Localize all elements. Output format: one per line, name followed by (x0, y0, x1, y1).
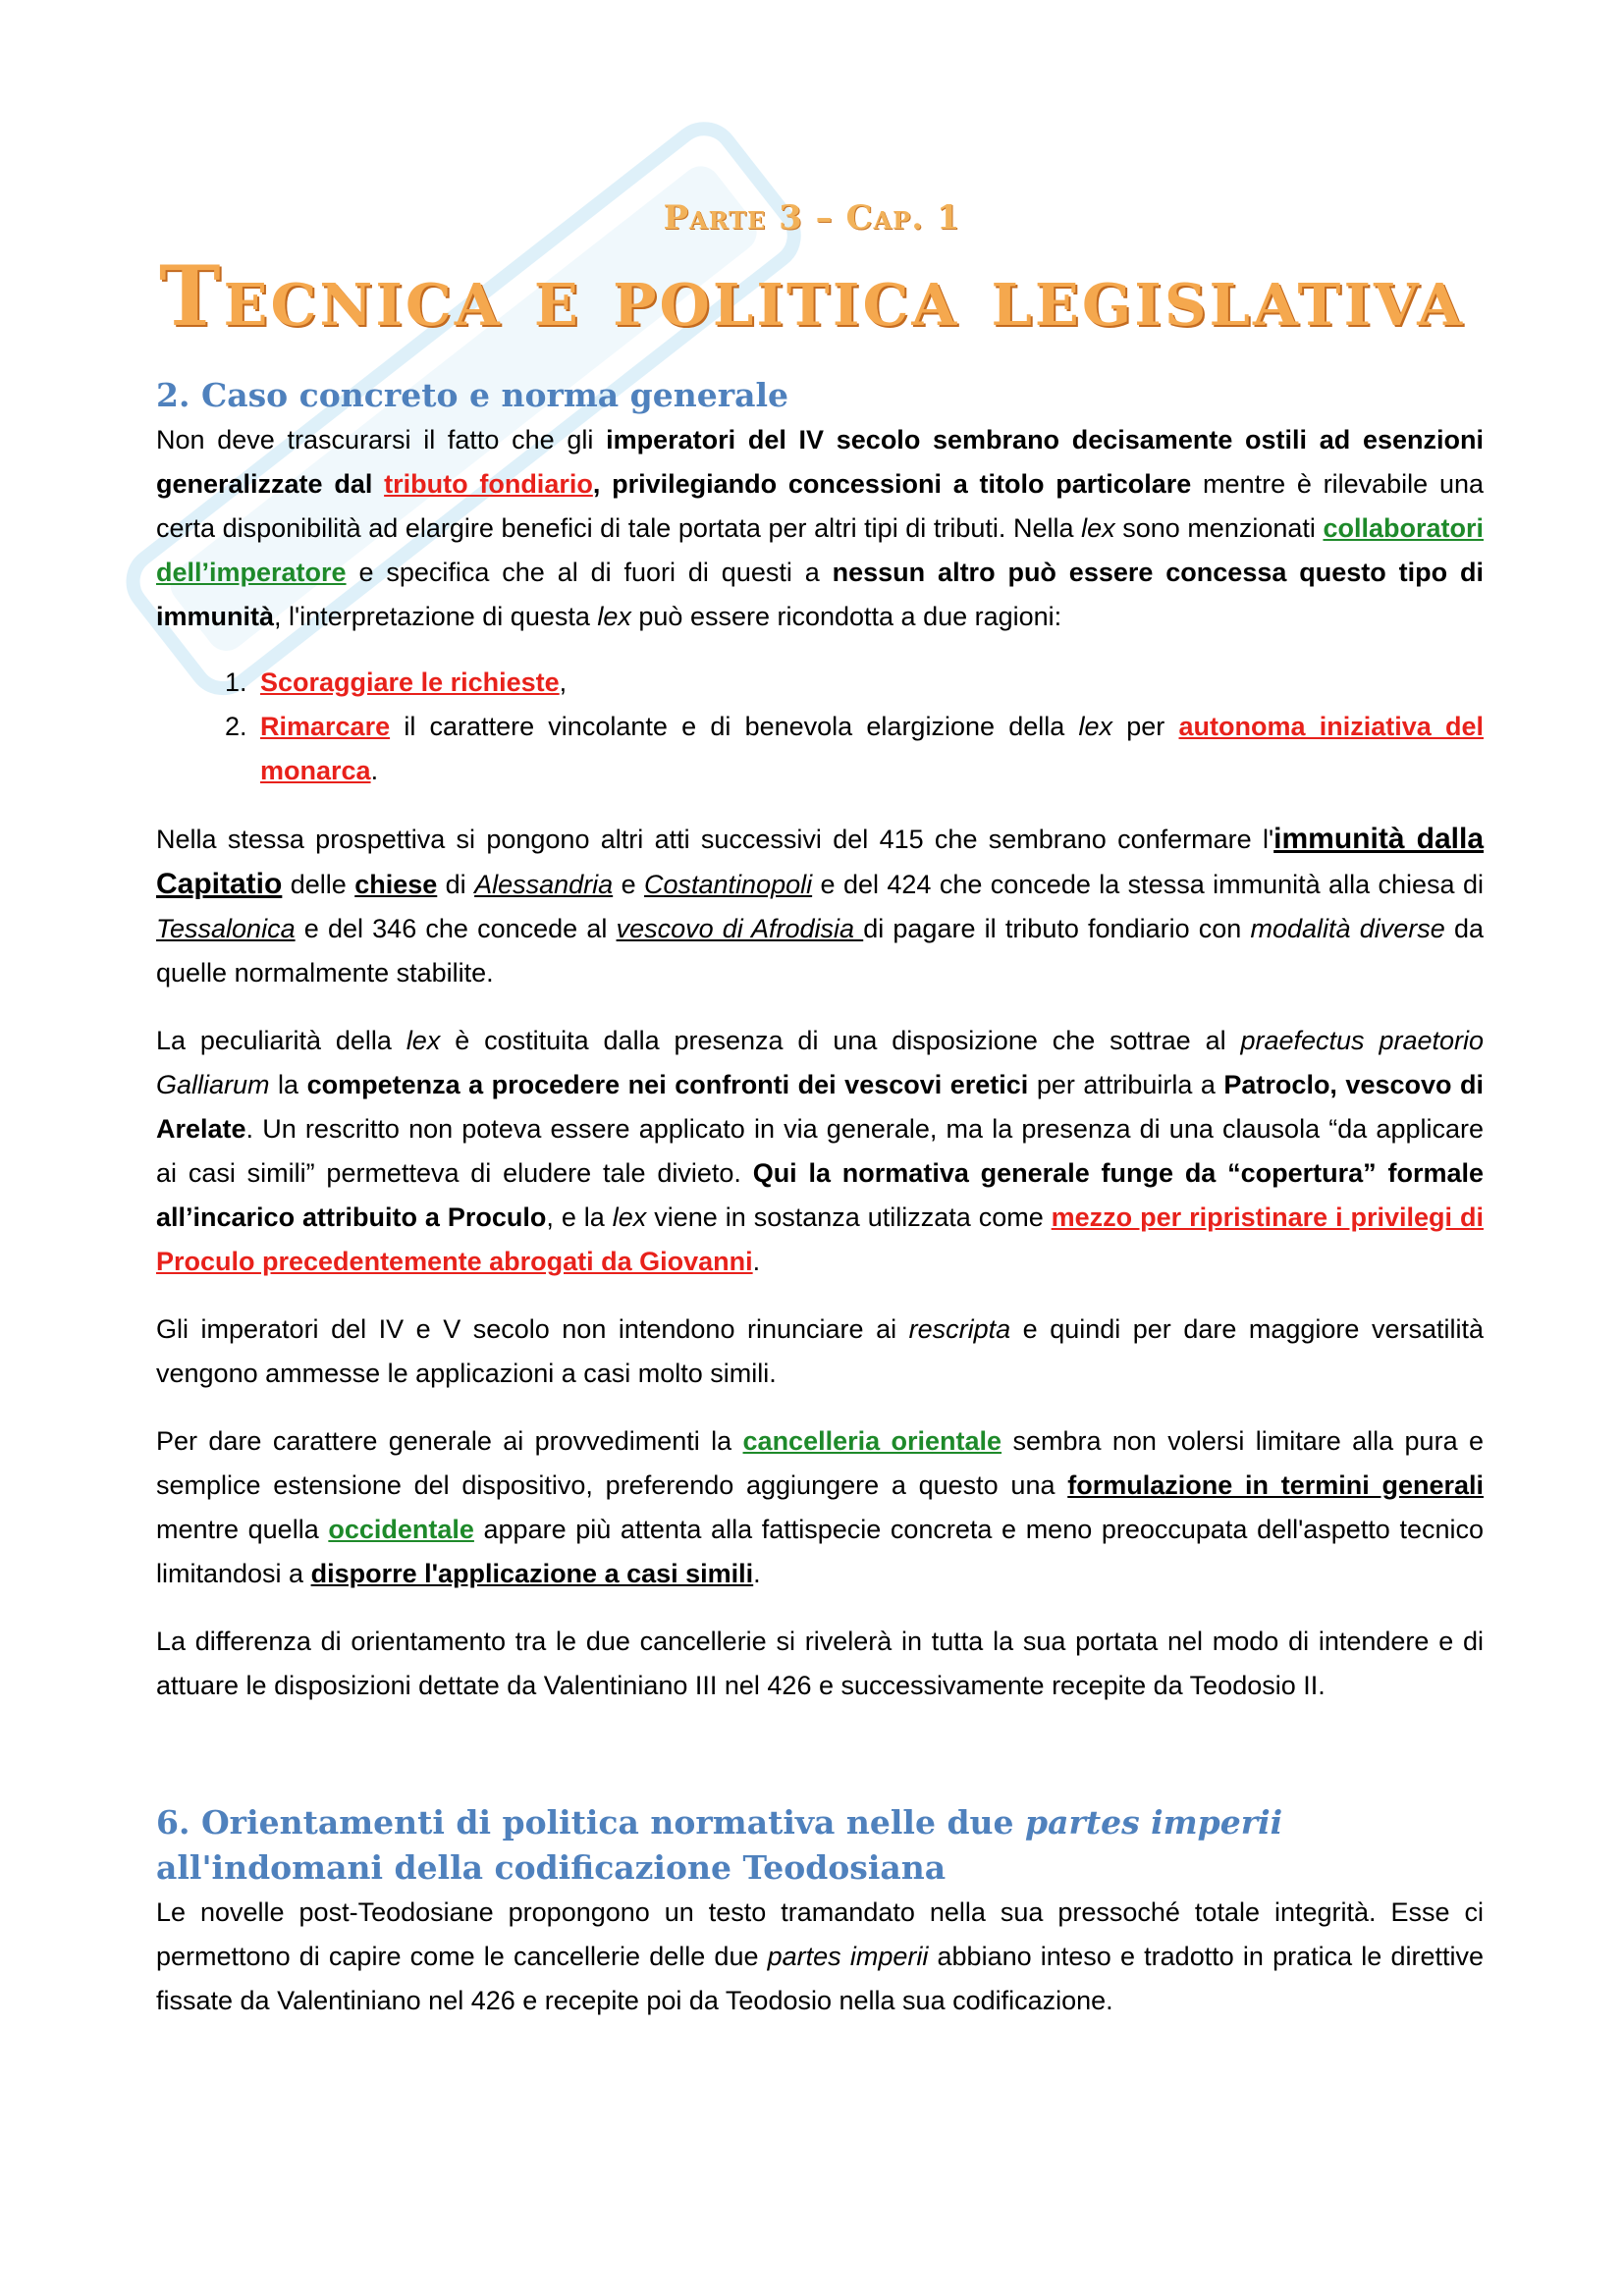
paragraph-3: La peculiarità della lex è costituita dalla presenza di una disposizione che sottrae al praefectus praetorio Galliarum la competenza a procedere nei confronti dei vescovi eretici per attribuirla a Patroclo, vescovo di Arelate. Un rescritto non poteva essere applicato in via generale, ma la presenza di una clausola “da applicare ai casi simili” permetteva di eludere tale divieto. Qui la normativa generale funge da “copertura” formale all’incarico attribuito a Proculo, e la lex viene in sostanza utilizzata come mezzo per ripristinare i privilegi di Proculo precedentemente abrogati da Giovanni. (156, 1026, 1485, 1276)
paragraph-2: Nella stessa prospettiva si pongono altri atti successivi del 415 che sembrano confermare l'immunità dalla Capitatio delle chiese di Alessandria e Costantinopoli e del 424 che concede la stessa immunità alla chiesa di Tessalonica e del 346 che concede al vescovo di Afrodisia di pagare il tributo fondiario con modalità diverse da quelle normalmente stabilite. (156, 823, 1485, 988)
reasons-list (156, 661, 1484, 793)
paragraph-1: Non deve trascurarsi il fatto che gli imperatori del IV secolo sembrano decisamente ostili ad esenzioni generalizzate dal tributo fondiario, privilegiando concessioni a titolo particolare mentre è rilevabile una certa disponibilità ad elargire benefici di tale portata per altri tipi di tributi. Nella lex sono menzionati collaboratori dell’imperatore e specifica che al di fuori di questi a nessun altro può essere concessa questo tipo di immunità, l'interpretazione di questa lex può essere ricondotta a due ragioni: (156, 425, 1484, 631)
page-title: Tecnica e politica legislativa (158, 247, 1466, 345)
paragraph-5: Per dare carattere generale ai provvedimenti la cancelleria orientale sembra non volersi limitare alla pura e semplice estensione del dispositivo, preferendo aggiungere a questo una formulazione in termini generali mentre quella occidentale appare più attenta alla fattispecie concreta e meno preoccupata dell'aspetto tecnico limitandosi a disporre l'applicazione a casi simili. (156, 1426, 1484, 1588)
paragraph-4: Gli imperatori del IV e V secolo non intendono rinunciare ai rescripta e quindi per dare maggiore versatilità vengono ammesse le applicazioni a casi molto simili. (156, 1314, 1485, 1388)
paragraph-7: Le novelle post-Teodosiane propongono un testo tramandato nella sua pressoché totale integrità. Esse ci permettono di capire come le cancellerie delle due partes imperii abbiano inteso e tradotto in pratica le direttive fissate da Valentiniano nel 426 e recepite poi da Teodosio nella sua codificazione. (156, 1897, 1484, 2015)
list-item: 1. Scoraggiare le richieste, (254, 661, 1484, 705)
document-body (156, 373, 1484, 2023)
section-heading-6: 6. Orientamenti di politica normativa nelle due partes imperii all'indomani della codificazione Teodosiana (156, 1803, 1283, 1887)
paragraph-6: La differenza di orientamento tra le due cancellerie si rivelerà in tutta la sua portata nel modo di intendere e di attuare le disposizioni dettate da Valentiniano III nel 426 e successivamente recepite da Teodosio II. (156, 1627, 1484, 1700)
list-item: 2. Rimarcare il carattere vincolante e di benevola elargizione della lex per autonoma iniziativa del monarca. (254, 705, 1484, 793)
section-heading-2: 2. Caso concreto e norma generale (156, 376, 788, 414)
chapter-label: Parte 3 – Cap. 1 (663, 198, 961, 238)
